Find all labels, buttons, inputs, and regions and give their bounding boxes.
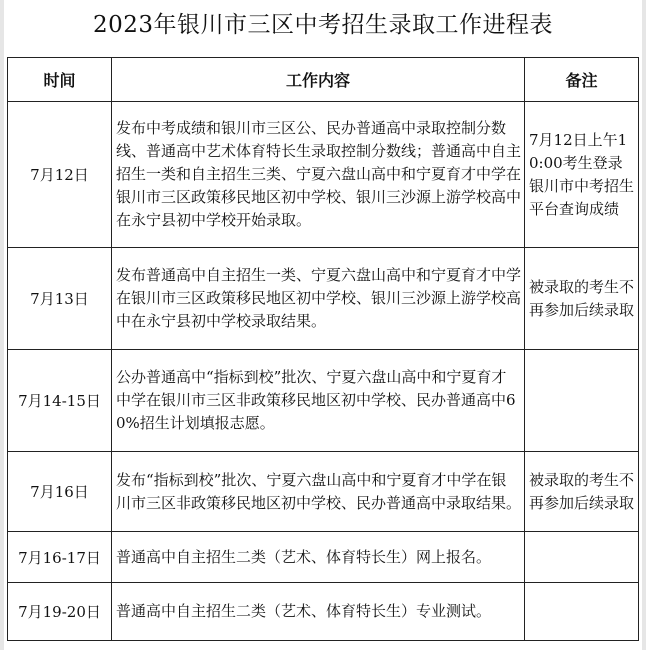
row-note	[525, 350, 639, 452]
table-row	[8, 350, 639, 452]
row-content: 普通高中自主招生二类（艺术、体育特长生）专业测试。	[112, 583, 525, 641]
row-content: 发布“指标到校”批次、宁夏六盘山高中和宁夏育才中学在银川市三区非政策移民地区初中学校、民办普通高中录取结果。	[112, 452, 525, 532]
row-content: 发布中考成绩和银川市三区公、民办普通高中录取控制分数线、普通高中艺术体育特长生录取控制分数线；普通高中自主招生一类和自主招生三类、宁夏六盘山高中和宁夏育才中学在银川市三区政策移民地区初中学校、银川三沙源上游学校高中在永宁县初中学校开始录取。	[112, 102, 525, 248]
table-row	[8, 102, 639, 248]
row-time: 7月16日	[8, 452, 112, 532]
row-time: 7月12日	[8, 102, 112, 248]
page-edge-right	[642, 0, 646, 650]
table-row	[8, 452, 639, 532]
table-row	[8, 532, 639, 583]
table-row	[8, 583, 639, 641]
table-row	[8, 248, 639, 350]
row-time: 7月16-17日	[8, 532, 112, 583]
row-note	[525, 583, 639, 641]
row-content: 公办普通高中“指标到校”批次、宁夏六盘山高中和宁夏育才中学在银川市三区非政策移民地区初中学校、民办普通高中60%招生计划填报志愿。	[112, 350, 525, 452]
row-note: 7月12日上午10:00考生登录银川市中考招生平台查询成绩	[525, 102, 639, 248]
row-content: 发布普通高中自主招生一类、宁夏六盘山高中和宁夏育才中学在银川市三区政策移民地区初中学校、银川三沙源上游学校高中在永宁县初中学校录取结果。	[112, 248, 525, 350]
header-time: 时间	[8, 58, 112, 102]
header-note: 备注	[525, 58, 639, 102]
row-time: 7月13日	[8, 248, 112, 350]
row-time: 7月19-20日	[8, 583, 112, 641]
schedule-table	[7, 57, 639, 641]
row-note: 被录取的考生不再参加后续录取	[525, 452, 639, 532]
table-header-row	[8, 58, 639, 102]
row-note: 被录取的考生不再参加后续录取	[525, 248, 639, 350]
row-content: 普通高中自主招生二类（艺术、体育特长生）网上报名。	[112, 532, 525, 583]
document-title: 2023年银川市三区中考招生录取工作进程表	[92, 12, 554, 38]
page-edge-left	[0, 0, 4, 650]
header-content: 工作内容	[112, 58, 525, 102]
row-note	[525, 532, 639, 583]
row-time: 7月14-15日	[8, 350, 112, 452]
